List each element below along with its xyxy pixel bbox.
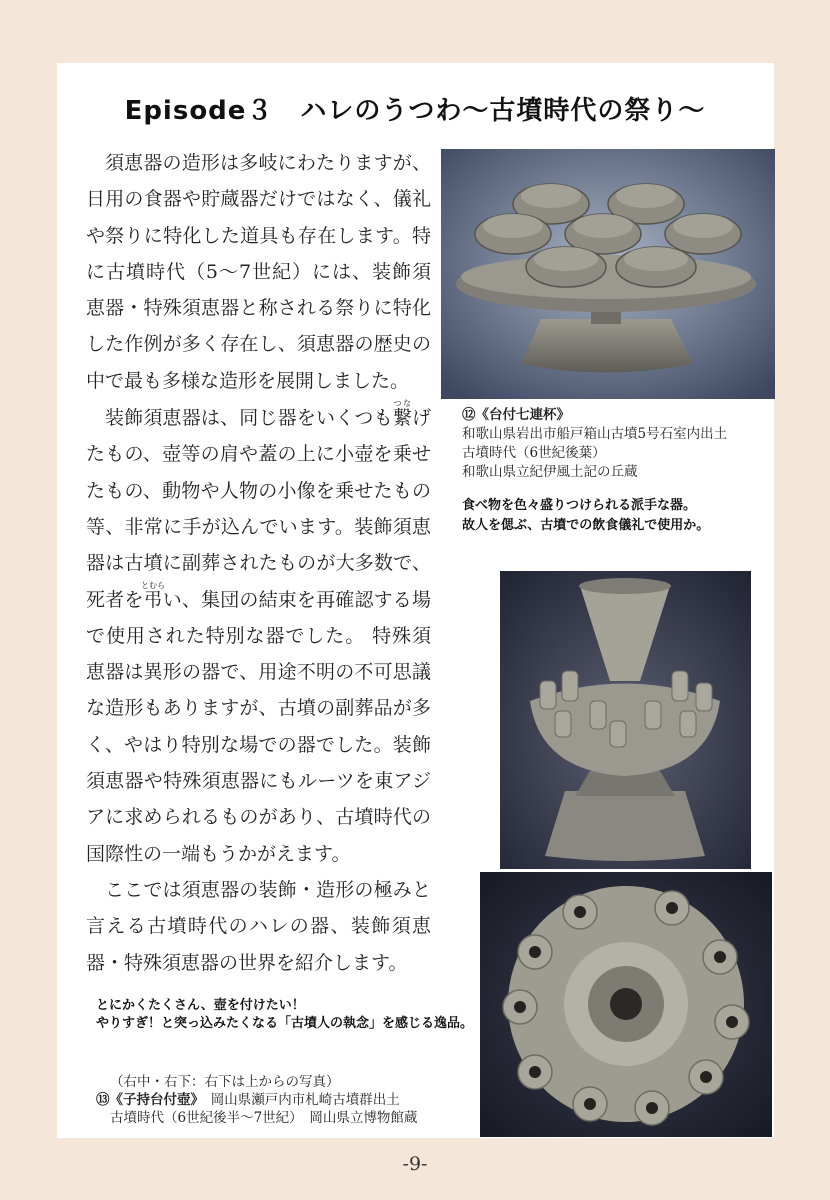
caption-12-period: 古墳時代（6世紀後葉）: [462, 445, 606, 461]
photo-vase-top-view: [480, 872, 772, 1137]
caption-13-name: ⑬《子持台付壺》: [96, 1092, 198, 1108]
body-paragraph-1: 須恵器の造形は多岐にわたりますが、日用の食器や貯蔵器だけではなく、儀礼や祭りに特化した道具も存在します。特に古墳時代（5～7世紀）には、装飾須恵器・特殊須恵器と称される祭りに特化した作例が多く存在し、須恵器の歴史の中で最も多様な造形を展開しました。: [86, 152, 431, 392]
note-item-13: [96, 997, 476, 1032]
note-13-line-2: やりすぎ！と突っ込みたくなる「古墳人の執念」を感じる逸品。: [96, 1015, 474, 1031]
body-paragraph-2: 装飾須恵器は、同じ器をいくつも繋つなげたもの、壺等の肩や蓋の上に小壺を乗せたもの、動物や人物の小像を乗せたもの等、非常に手が込んでいます。装飾須恵器は古墳に副葬されたものが大多数で、死者を弔とむらい、集団の結束を再確認する場で使用された特別な器でした。 特殊須恵器は異形の器で、用途不明の不可思議な造形もありますが、古墳の副葬品が多く、やはり特別な場での器でした。装飾須恵器や特殊須恵器にもルーツを東アジアに求められるものがあり、古墳時代の国際性の一端もうかがえます。: [86, 399, 431, 865]
photo-seven-cup-stand: [441, 149, 775, 399]
caption-12-name: ⑫《台付七連杯》: [462, 407, 570, 423]
note-13-line-1: とにかくたくさん、壺を付けたい！: [96, 998, 305, 1013]
page-number: -9-: [402, 1153, 428, 1175]
note-12-line-1: 食べ物を色々盛りつけられる派手な器。: [462, 498, 697, 513]
caption-item-13: [96, 1073, 481, 1127]
caption-12-collection: 和歌山県立紀伊風土記の丘蔵: [462, 464, 638, 480]
photo-vase-side-view: [500, 571, 751, 869]
caption-13-position-note: （右中・右下：右下は上からの写真）: [110, 1074, 340, 1090]
note-12-line-2: 故人を偲ぶ、古墳での飲食儀礼で使用か。: [462, 518, 710, 533]
caption-item-12: [462, 406, 782, 482]
caption-12-provenance: 和歌山県岩出市船戸箱山古墳5号石室内出土: [462, 426, 728, 442]
page-title: Episode３ ハレのうつわ～古墳時代の祭り～: [124, 96, 706, 126]
note-item-12: [462, 496, 772, 536]
body-text: [86, 145, 431, 981]
caption-13-period-collection: 古墳時代（6世紀後半～7世紀） 岡山県立博物館蔵: [110, 1110, 418, 1126]
body-paragraph-3: ここでは須恵器の装飾・造形の極みと言える古墳時代のハレの器、装飾須恵器・特殊須恵器の世界を紹介します。: [86, 878, 431, 974]
caption-13-provenance: 岡山県瀬戸内市札崎古墳群出土: [210, 1092, 400, 1108]
